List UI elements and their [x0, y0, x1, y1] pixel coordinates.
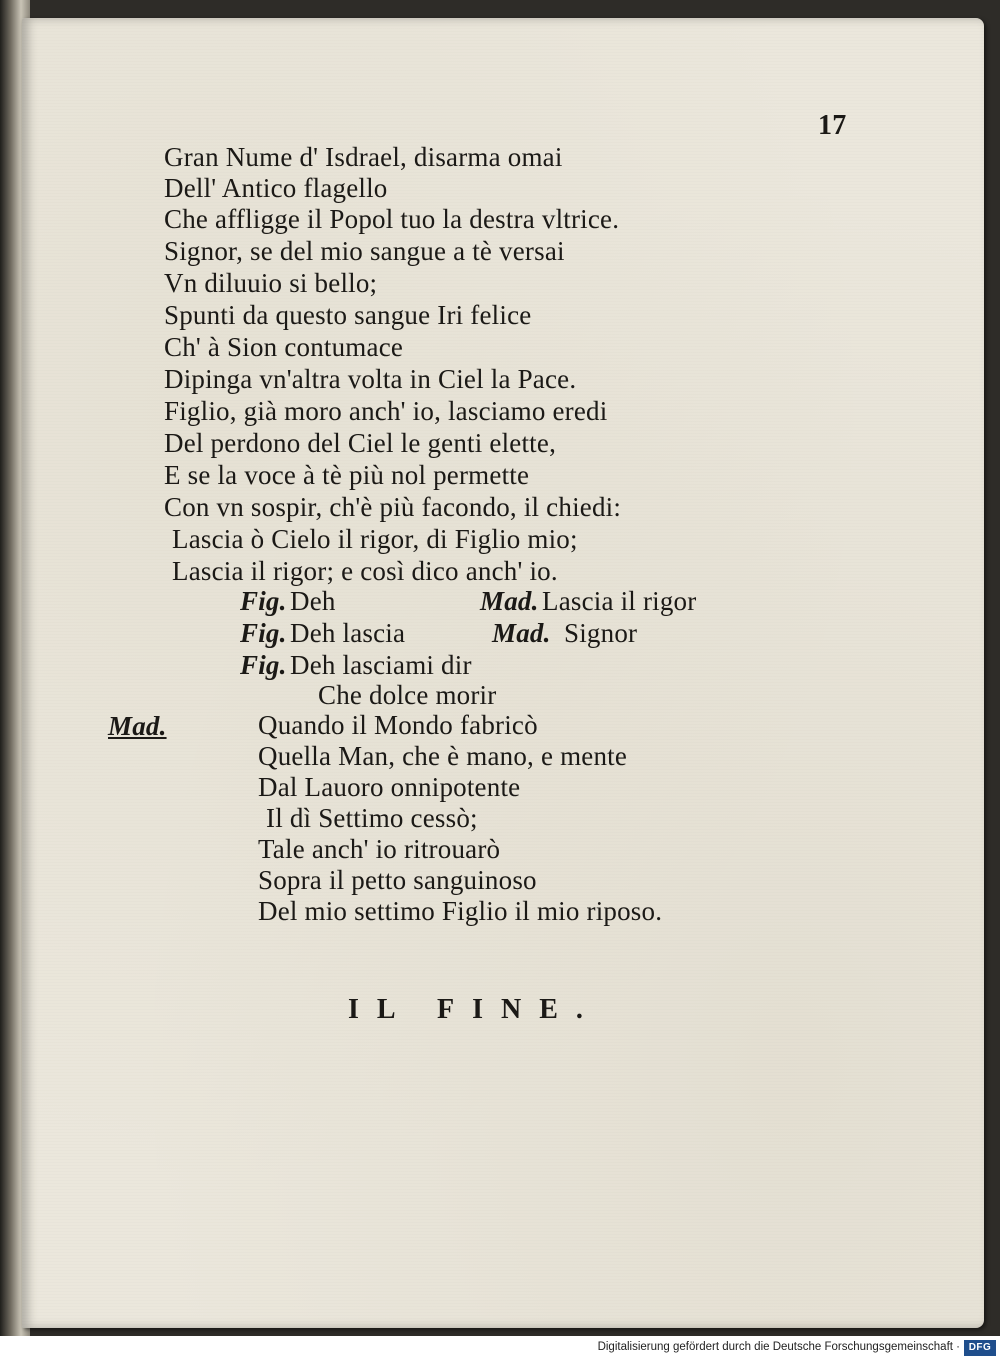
- the-end-heading: IL FINE.: [348, 994, 601, 1025]
- verse-line: Ch' à Sion contumace: [164, 332, 404, 362]
- dialogue-text: Deh lasciami dir: [290, 650, 472, 680]
- verse-line: Gran Nume d' Isdrael, disarma omai: [164, 142, 563, 172]
- aria-line: Quando il Mondo fabricò: [258, 710, 538, 740]
- verse-line: Spunti da questo sangue Iri felice: [164, 300, 532, 330]
- digitization-footer: [0, 1336, 1000, 1362]
- verse-line: E se la voce à tè più nol permette: [164, 460, 530, 490]
- speaker-label: Fig.: [240, 618, 287, 648]
- speaker-label: Mad.: [492, 618, 551, 648]
- funding-notice: Digitalisierung gefördert durch die Deutsche Forschungsgemeinschaft ·: [597, 1341, 960, 1353]
- aria-line: Il dì Settimo cessò;: [266, 803, 478, 833]
- book-page: [22, 18, 984, 1328]
- dialogue-text: Signor: [564, 618, 638, 648]
- aria-line: Dal Lauoro onnipotente: [258, 772, 521, 802]
- aria-line: Quella Man, che è mano, e mente: [258, 741, 628, 771]
- page-number: 17: [818, 110, 847, 141]
- verse-line: Che affligge il Popol tuo la destra vltrice.: [164, 204, 620, 234]
- verse-line: Dipinga vn'altra volta in Ciel la Pace.: [164, 364, 577, 394]
- speaker-label: Mad.: [480, 586, 539, 616]
- verse-line: Con vn sospir, ch'è più facondo, il chiedi:: [164, 492, 622, 522]
- speaker-label: Fig.: [240, 586, 287, 616]
- dialogue-text: Deh: [290, 586, 336, 616]
- margin-speaker-label: Mad.: [108, 711, 167, 741]
- verse-line: Lascia il rigor; e così dico anch' io.: [172, 556, 558, 586]
- aria-line: Sopra il petto sanguinoso: [258, 865, 537, 895]
- aria-line: Tale anch' io ritrouarò: [258, 834, 501, 864]
- verse-line: Lascia ò Cielo il rigor, di Figlio mio;: [172, 524, 578, 554]
- dialogue-text: Deh lascia: [290, 618, 406, 648]
- verse-line: Vn diluuio si bello;: [164, 268, 378, 298]
- dfg-logo-icon: DFG: [964, 1340, 996, 1356]
- aria-line: Del mio settimo Figlio il mio riposo.: [258, 896, 663, 926]
- speaker-label: Fig.: [240, 650, 287, 680]
- verse-line: Dell' Antico flagello: [164, 173, 388, 203]
- dialogue-text: Lascia il rigor: [542, 586, 697, 616]
- centered-verse-line: Che dolce morir: [318, 680, 497, 710]
- verse-line: Figlio, già moro anch' io, lasciamo eredi: [164, 396, 608, 426]
- verse-line: Del perdono del Ciel le genti elette,: [164, 428, 557, 458]
- verse-line: Signor, se del mio sangue a tè versai: [164, 236, 565, 266]
